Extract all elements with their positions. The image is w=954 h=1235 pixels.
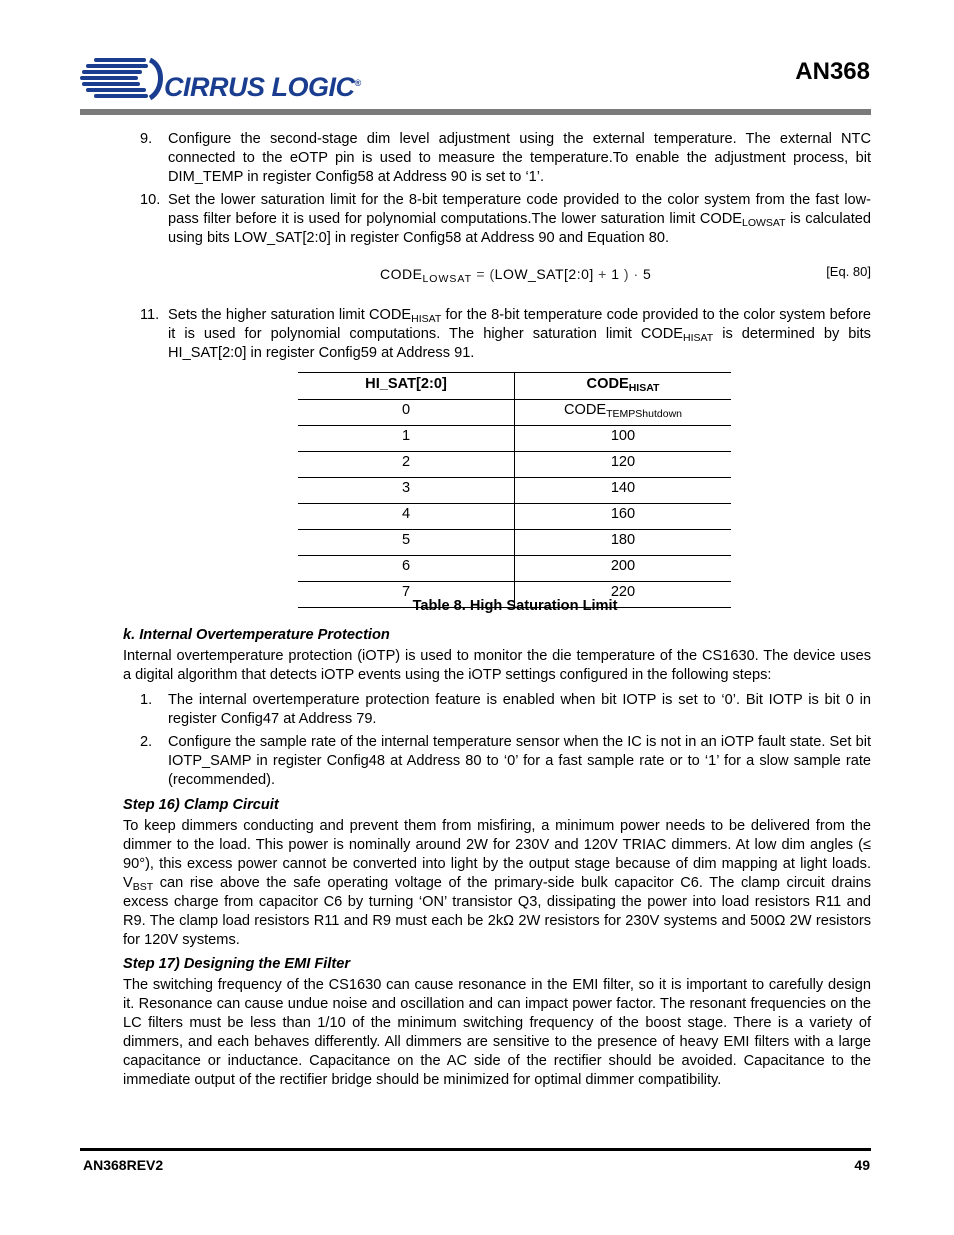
list-number: 2. [140,734,153,750]
cirrus-logo-mark-icon [80,52,164,108]
section-k-intro: Internal overtemperature protection (iOTP) is used to monitor the die temperature of the CS1630. The device uses a digital algorithm that detects iOTP events using the iOTP settings configured in the following steps: [123,648,871,683]
table-row [298,400,731,426]
table-row [298,426,731,452]
table-cell: 180 [515,530,732,556]
column-header: HI_SAT[2:0] [298,373,515,400]
list-number: 1. [140,692,153,708]
list-number: 10. [140,192,161,208]
table-cell: 3 [298,478,515,504]
equation-reference: [Eq. 80] [826,264,871,279]
table-cell: 160 [515,504,732,530]
table-cell: 7 [298,582,515,608]
table-header-row [298,373,731,400]
list-number: 11. [140,307,160,323]
logo-text: CIRRUS LOGIC [164,72,355,102]
table-row [298,504,731,530]
table-cell: 1 [298,426,515,452]
step16-body: To keep dimmers conducting and prevent them from misfiring, a minimum power needs to be delivered from the dimmer to the load. This power is nominally around 2W for 230V and 120V TRIAC dimmers. At low dim angles (≤ 90°), this excess power cannot be converted into light by the output stage because of dim mapping at light loads. $V_{BST}$ can rise above the safe operating voltage of the primary-side bulk capacitor C6. The clamp circuit drains excess charge from capacitor C6 by turning ‘ON’ transistor Q3, dissipating the power into load resistors R11 and R9. The clamp load resistors R11 and R9 must each be 2kΩ 2W resistors for 230V systems and 500Ω 2W resistors for 120V systems. [123,818,871,948]
table-caption: Table 8. High Saturation Limit [412,598,618,614]
column-header: $CODE_{HISAT}$ [515,373,732,400]
section-heading-step17: Step 17) Designing the EMI Filter [123,956,351,972]
table-cell: 6 [298,556,515,582]
list-text: The internal overtemperature protection feature is enabled when bit IOTP is set to ‘0’. Bit IOTP is bit 0 in register Config47 at Address 79. [168,692,871,727]
high-saturation-table [298,372,731,608]
section-heading-k: k. Internal Overtemperature Protection [123,627,390,643]
list-text: Configure the sample rate of the internal temperature sensor when the IC is not in an iOTP fault state. Set bit IOTP_SAMP in register Config48 at Address 80 to ‘0’ for a fast sample rate or to ‘1’ for a slow sample rate (recommended). [168,734,871,788]
table-cell: 5 [298,530,515,556]
list-text: Configure the second-stage dim level adjustment using the external temperature. The external NTC connected to the eOTP pin is used to measure the temperature.To enable the adjustment process, bit DIM_TEMP in register Config58 at Address 90 is set to ‘1’. [168,131,871,185]
table-row [298,452,731,478]
registered-mark: ® [354,78,361,88]
step17-body: The switching frequency of the CS1630 can cause resonance in the EMI filter, so it is important to carefully design it. Resonance can cause undue noise and oscillation and can impact power factor. The resonant frequencies on the LC filters must be less than 1/10 of the minimum switching frequency of the boost stage. There is a variety of dimmers, and each behaves differently. All dimmers are sensitive to the presence of heavy EMI filters with a large capacitance or inductance. Capacitance on the AC side of the rectifier should be avoided. Capacitance to the immediate output of the rectifier bridge should be minimized for optimal dimmer compatibility. [123,977,871,1088]
table-cell: 140 [515,478,732,504]
list-number: 9. [140,131,153,147]
table-cell: 2 [298,452,515,478]
table-cell: 220 [515,582,732,608]
document-id: AN368 [795,58,870,85]
table-row [298,556,731,582]
footer-doc-revision: AN368REV2 [83,1157,164,1173]
table-cell: 0 [298,400,515,426]
page-number: 49 [854,1157,870,1173]
equation-80: $CODE_{LOWSAT}$ = (LOW_SAT[2:0] + 1 ) · 5 [380,266,652,285]
section-heading-step16: Step 16) Clamp Circuit [123,797,279,813]
table-cell: $CODE_{TEMPShutdown}$ [515,400,732,426]
footer-rule [80,1148,871,1151]
table-cell: 120 [515,452,732,478]
table-row [298,530,731,556]
header-rule [80,109,871,115]
table-row [298,478,731,504]
list-text: Set the lower saturation limit for the 8-bit temperature code provided to the color system from the fast low-pass filter before it is used for polynomial computations.The lower saturation limit $CODE_{LOWSAT}$ is calculated using bits LOW_SAT[2:0] in register Config58 at Address 90 and Equation 80. [168,192,871,246]
table-cell: 4 [298,504,515,530]
list-text: Sets the higher saturation limit $CODE_{HISAT}$ for the 8-bit temperature code provided to the color system before it is used for polynomial computations. The higher saturation limit $CODE_{HISAT}$ is determined by bits HI_SAT[2:0] in register Config59 at Address 91. [168,307,871,361]
table-cell: 200 [515,556,732,582]
table-cell: 100 [515,426,732,452]
company-logo [80,52,370,108]
